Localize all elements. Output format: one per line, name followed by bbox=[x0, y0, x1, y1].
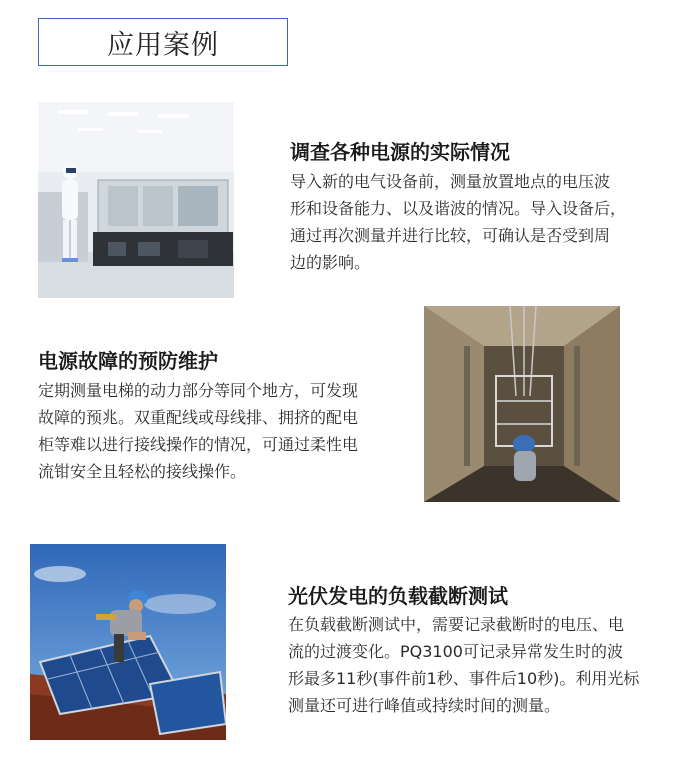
solar-panel-worker-photo bbox=[30, 544, 226, 740]
case2-line: 故障的预兆。双重配线或母线排、拥挤的配电 bbox=[38, 408, 359, 427]
case2-heading: 电源故障的预防维护 bbox=[38, 349, 218, 373]
factory-cleanroom-photo bbox=[38, 102, 234, 298]
elevator-shaft-photo bbox=[424, 306, 620, 502]
case3-description bbox=[288, 611, 668, 719]
case3-line: 测量还可进行峰值或持续时间的测量。 bbox=[288, 696, 561, 715]
case3-line: 流的过渡变化。PQ3100可记录异常发生时的波 bbox=[288, 642, 623, 661]
case3-heading: 光伏发电的负载截断测试 bbox=[288, 584, 508, 608]
case2-line: 流钳安全且轻松的接线操作。 bbox=[38, 462, 247, 481]
case2-line: 定期测量电梯的动力部分等同个地方，可发现 bbox=[38, 381, 359, 400]
case2-description bbox=[38, 377, 398, 485]
case1-heading: 调查各种电源的实际情况 bbox=[290, 140, 510, 164]
case1-line: 导入新的电气设备前，测量放置地点的电压波 bbox=[290, 172, 611, 191]
case3-line: 形最多11秒(事件前1秒、事件后10秒)。利用光标 bbox=[288, 669, 640, 688]
case2-line: 柜等难以进行接线操作的情况，可通过柔性电 bbox=[38, 435, 359, 454]
case1-line: 通过再次测量并进行比较，可确认是否受到周 bbox=[290, 226, 611, 245]
case1-line: 形和设备能力、以及谐波的情况。导入设备后， bbox=[290, 199, 627, 218]
case3-line: 在负载截断测试中，需要记录截断时的电压、电 bbox=[288, 615, 625, 634]
section-title: 应用案例 bbox=[38, 18, 288, 66]
case1-description bbox=[290, 168, 650, 276]
case1-line: 边的影响。 bbox=[290, 253, 371, 272]
